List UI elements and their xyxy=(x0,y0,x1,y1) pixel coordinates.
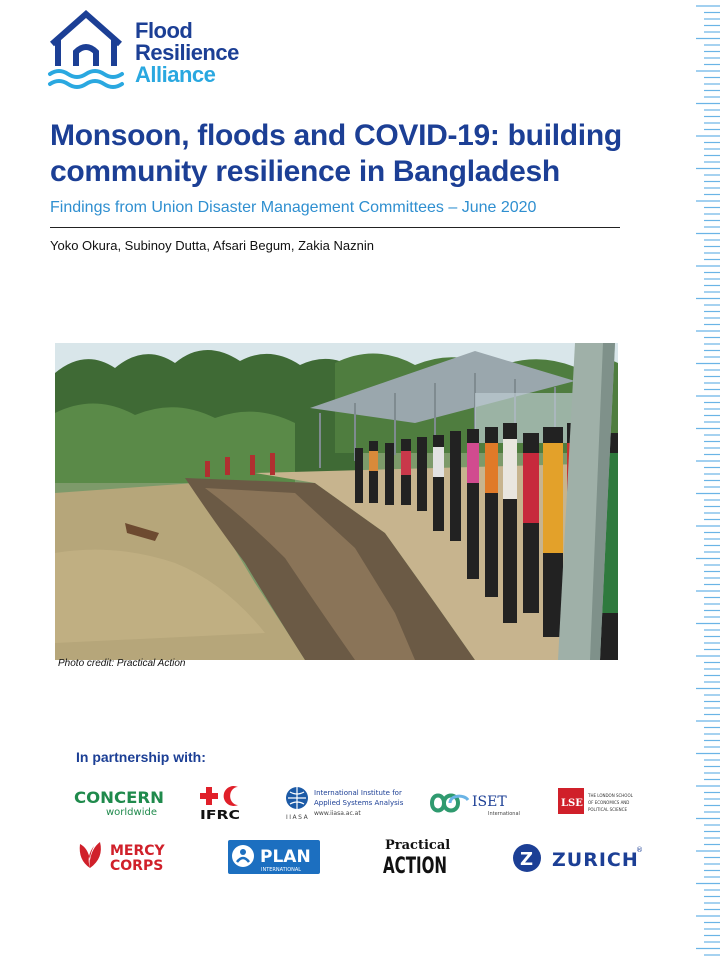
leaf-icon xyxy=(80,842,101,868)
author-list: Yoko Okura, Subinoy Dutta, Afsari Begum, Zakia Naznin xyxy=(50,238,374,253)
page-title: Monsoon, floods and COVID-19: building community resilience in Bangladesh xyxy=(50,119,622,188)
ifrc-logo xyxy=(200,783,244,821)
page-subtitle: Findings from Union Disaster Management Committees – June 2020 xyxy=(50,199,537,216)
concern-name: CONCERN xyxy=(74,788,164,807)
brand-line-1: Flood xyxy=(135,18,193,43)
house-icon xyxy=(52,14,120,66)
iset-international-logo xyxy=(430,788,526,818)
iiasa-acronym: IIASA xyxy=(286,814,310,821)
title-divider xyxy=(50,227,620,228)
lse-line-2: OF ECONOMICS AND xyxy=(588,800,630,805)
brand-name xyxy=(135,20,239,86)
concern-worldwide-logo xyxy=(74,784,166,820)
mercy-line-1: MERCY xyxy=(110,843,165,859)
iiasa-line-3: www.iiasa.ac.at xyxy=(314,810,361,817)
lse-badge: LSE xyxy=(561,798,583,809)
plan-international-logo xyxy=(228,840,320,874)
iiasa-logo xyxy=(284,784,404,822)
iiasa-line-2: Applied Systems Analysis xyxy=(314,799,404,807)
brand-line-3: Alliance xyxy=(135,62,216,87)
partnership-heading: In partnership with: xyxy=(76,749,206,765)
mercy-corps-logo xyxy=(76,838,170,874)
zurich-logo xyxy=(512,842,642,876)
red-crescent-icon xyxy=(224,786,238,806)
cover-photo-riverbank-erosion xyxy=(55,343,618,660)
concern-sub: worldwide xyxy=(106,807,157,818)
zurich-name: ZURICH xyxy=(552,849,639,871)
lse-line-1: THE LONDON SCHOOL xyxy=(588,793,633,798)
practical-action-logo xyxy=(383,836,451,879)
brand-line-2: Resilience xyxy=(135,40,239,65)
ifrc-name: IFRC xyxy=(200,808,241,822)
plan-name: PLAN xyxy=(260,847,311,867)
margin-ruler-decoration xyxy=(694,0,720,960)
plan-sub: INTERNATIONAL xyxy=(261,867,302,873)
lse-logo xyxy=(558,788,638,816)
waves-icon xyxy=(50,71,122,87)
red-cross-icon xyxy=(200,787,218,805)
lse-line-3: POLITICAL SCIENCE xyxy=(588,807,627,812)
iiasa-line-1: International Institute for xyxy=(314,789,402,797)
iset-name: ISET xyxy=(472,794,507,810)
photo-credit: Photo credit: Practical Action xyxy=(58,658,186,669)
registered-mark: ® xyxy=(636,846,643,854)
iset-sub: International xyxy=(488,811,520,817)
mercy-line-2: CORPS xyxy=(110,858,164,874)
plan-person-icon xyxy=(232,845,254,867)
practical-line-2: ACTION xyxy=(383,854,447,879)
zurich-mark: Z xyxy=(520,849,534,870)
practical-line-1: Practical xyxy=(385,838,451,853)
